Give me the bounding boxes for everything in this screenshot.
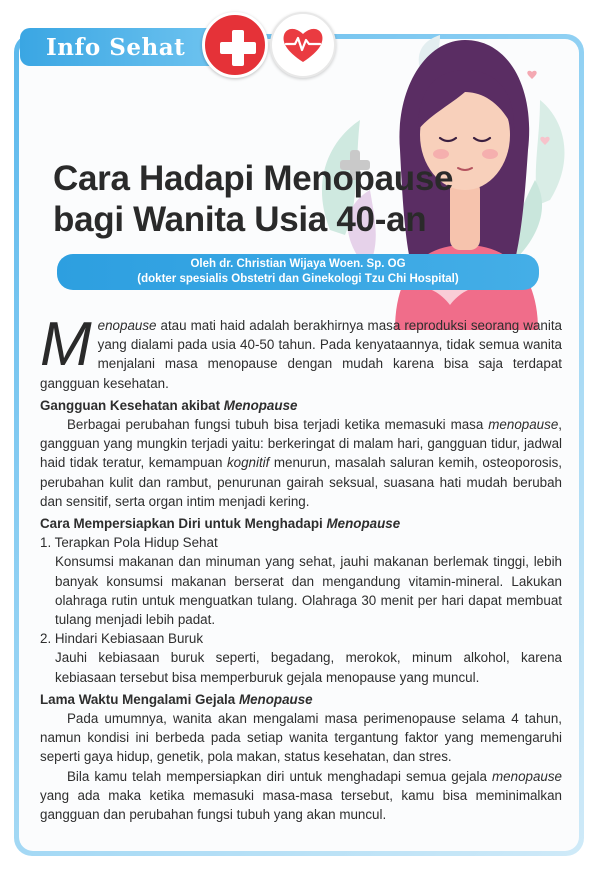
medical-cross-icon — [202, 12, 268, 78]
list-item-text: Jauhi kebiasaan buruk seperti, begadang, merokok, minum alkohol, karena kebiasaan tersebut bisa memperburuk gejala menopause yang muncul. — [55, 650, 562, 685]
paragraph-italic: menopause — [492, 768, 562, 784]
paragraph-italic: menopause — [488, 417, 559, 433]
paragraph-text: , gangguan yang mungkin terjadi yaitu: berkeringat di malam hari, gangguan tidur, jadwal haid tidak teratur, kemampuan — [40, 417, 562, 471]
list-item-label: 1. Terapkan Pola Hidup Sehat — [40, 535, 218, 551]
section-paragraph: Pada umumnya, wanita akan mengalami masa perimenopause selama 4 tahun, namun kondisi ini berbeda pada setiap wanita tergantung faktor yang memengaruhi seperti gaya hidup, genetik, pola makan, status kesehatan, dan stres. — [40, 711, 562, 765]
list-item-text: Konsumsi makanan dan minuman yang sehat, jauhi makanan berlemak tinggi, lebih banyak konsumsi makanan berserat dan mengandung vitamin-mineral. Lakukan olahraga rutin untuk menguatkan tulang. Olahraga 30 menit per hari dapat membuat tulang menjadi lebih padat. — [55, 554, 562, 628]
paragraph-text: Bila kamu telah mempersiapkan diri untuk menghadapi semua gejala — [67, 768, 493, 784]
title-line-1: Cara Hadapi Menopause — [53, 159, 454, 198]
paragraph-text: menurun, masalah saluran kemih, osteoporosis, perubahan kulit dan rambut, penurunan gairah seksual, suasana hati mudah berubah dan sensitif, serta organ intim menjadi kering. — [40, 455, 562, 509]
section-heading-italic: Menopause — [326, 516, 401, 532]
section-heading-text: Lama Waktu Mengalami Gejala — [40, 691, 239, 707]
article-title — [53, 158, 513, 240]
intro-text: atau mati haid adalah berakhirnya masa reproduksi seorang wanita yang dialami pada usia 40-50 tahun. Pada kenyataannya, tidak semua wanita menjalani masa menopause dengan mudah karena bisa saja terdapat gangguan kesehatan. — [40, 318, 562, 391]
intro-italic-word: enopause — [97, 318, 157, 333]
dropcap: M — [40, 310, 92, 379]
section-heading-text: Gangguan Kesehatan akibat — [40, 397, 224, 413]
section-paragraph — [40, 767, 562, 825]
section-heading-text: Cara Mempersiapkan Diri untuk Menghadapi — [40, 516, 327, 532]
title-line-2: bagi Wanita Usia 40-an — [53, 200, 427, 239]
paragraph-text: yang ada maka ketika memasuki masa-masa tersebut, kamu bisa meminimalkan gangguan dan perubahan fungsi tubuh yang akan muncul. — [40, 787, 562, 823]
section-paragraph — [40, 415, 562, 511]
section-heading-italic: Menopause — [238, 691, 313, 707]
article-body — [40, 310, 562, 824]
author-credential: (dokter spesialis Obstetri dan Ginekologi Tzu Chi Hospital) — [137, 273, 459, 285]
paragraph-italic: kognitif — [226, 455, 270, 471]
list-item-label: 2. Hindari Kebiasaan Buruk — [40, 631, 204, 647]
section-heading-persiapan — [40, 514, 562, 533]
section-heading-lama-waktu — [40, 690, 562, 709]
paragraph-text: Berbagai perubahan fungsi tubuh bisa terjadi ketika memasuki masa — [67, 417, 489, 433]
intro-paragraph — [40, 310, 562, 393]
author-name: Oleh dr. Christian Wijaya Woen. Sp. OG — [190, 258, 406, 270]
section-heading-gangguan — [40, 396, 562, 415]
author-box — [57, 254, 539, 290]
section-heading-italic: Menopause — [223, 397, 298, 413]
info-tag-label: Info Sehat — [46, 34, 186, 61]
